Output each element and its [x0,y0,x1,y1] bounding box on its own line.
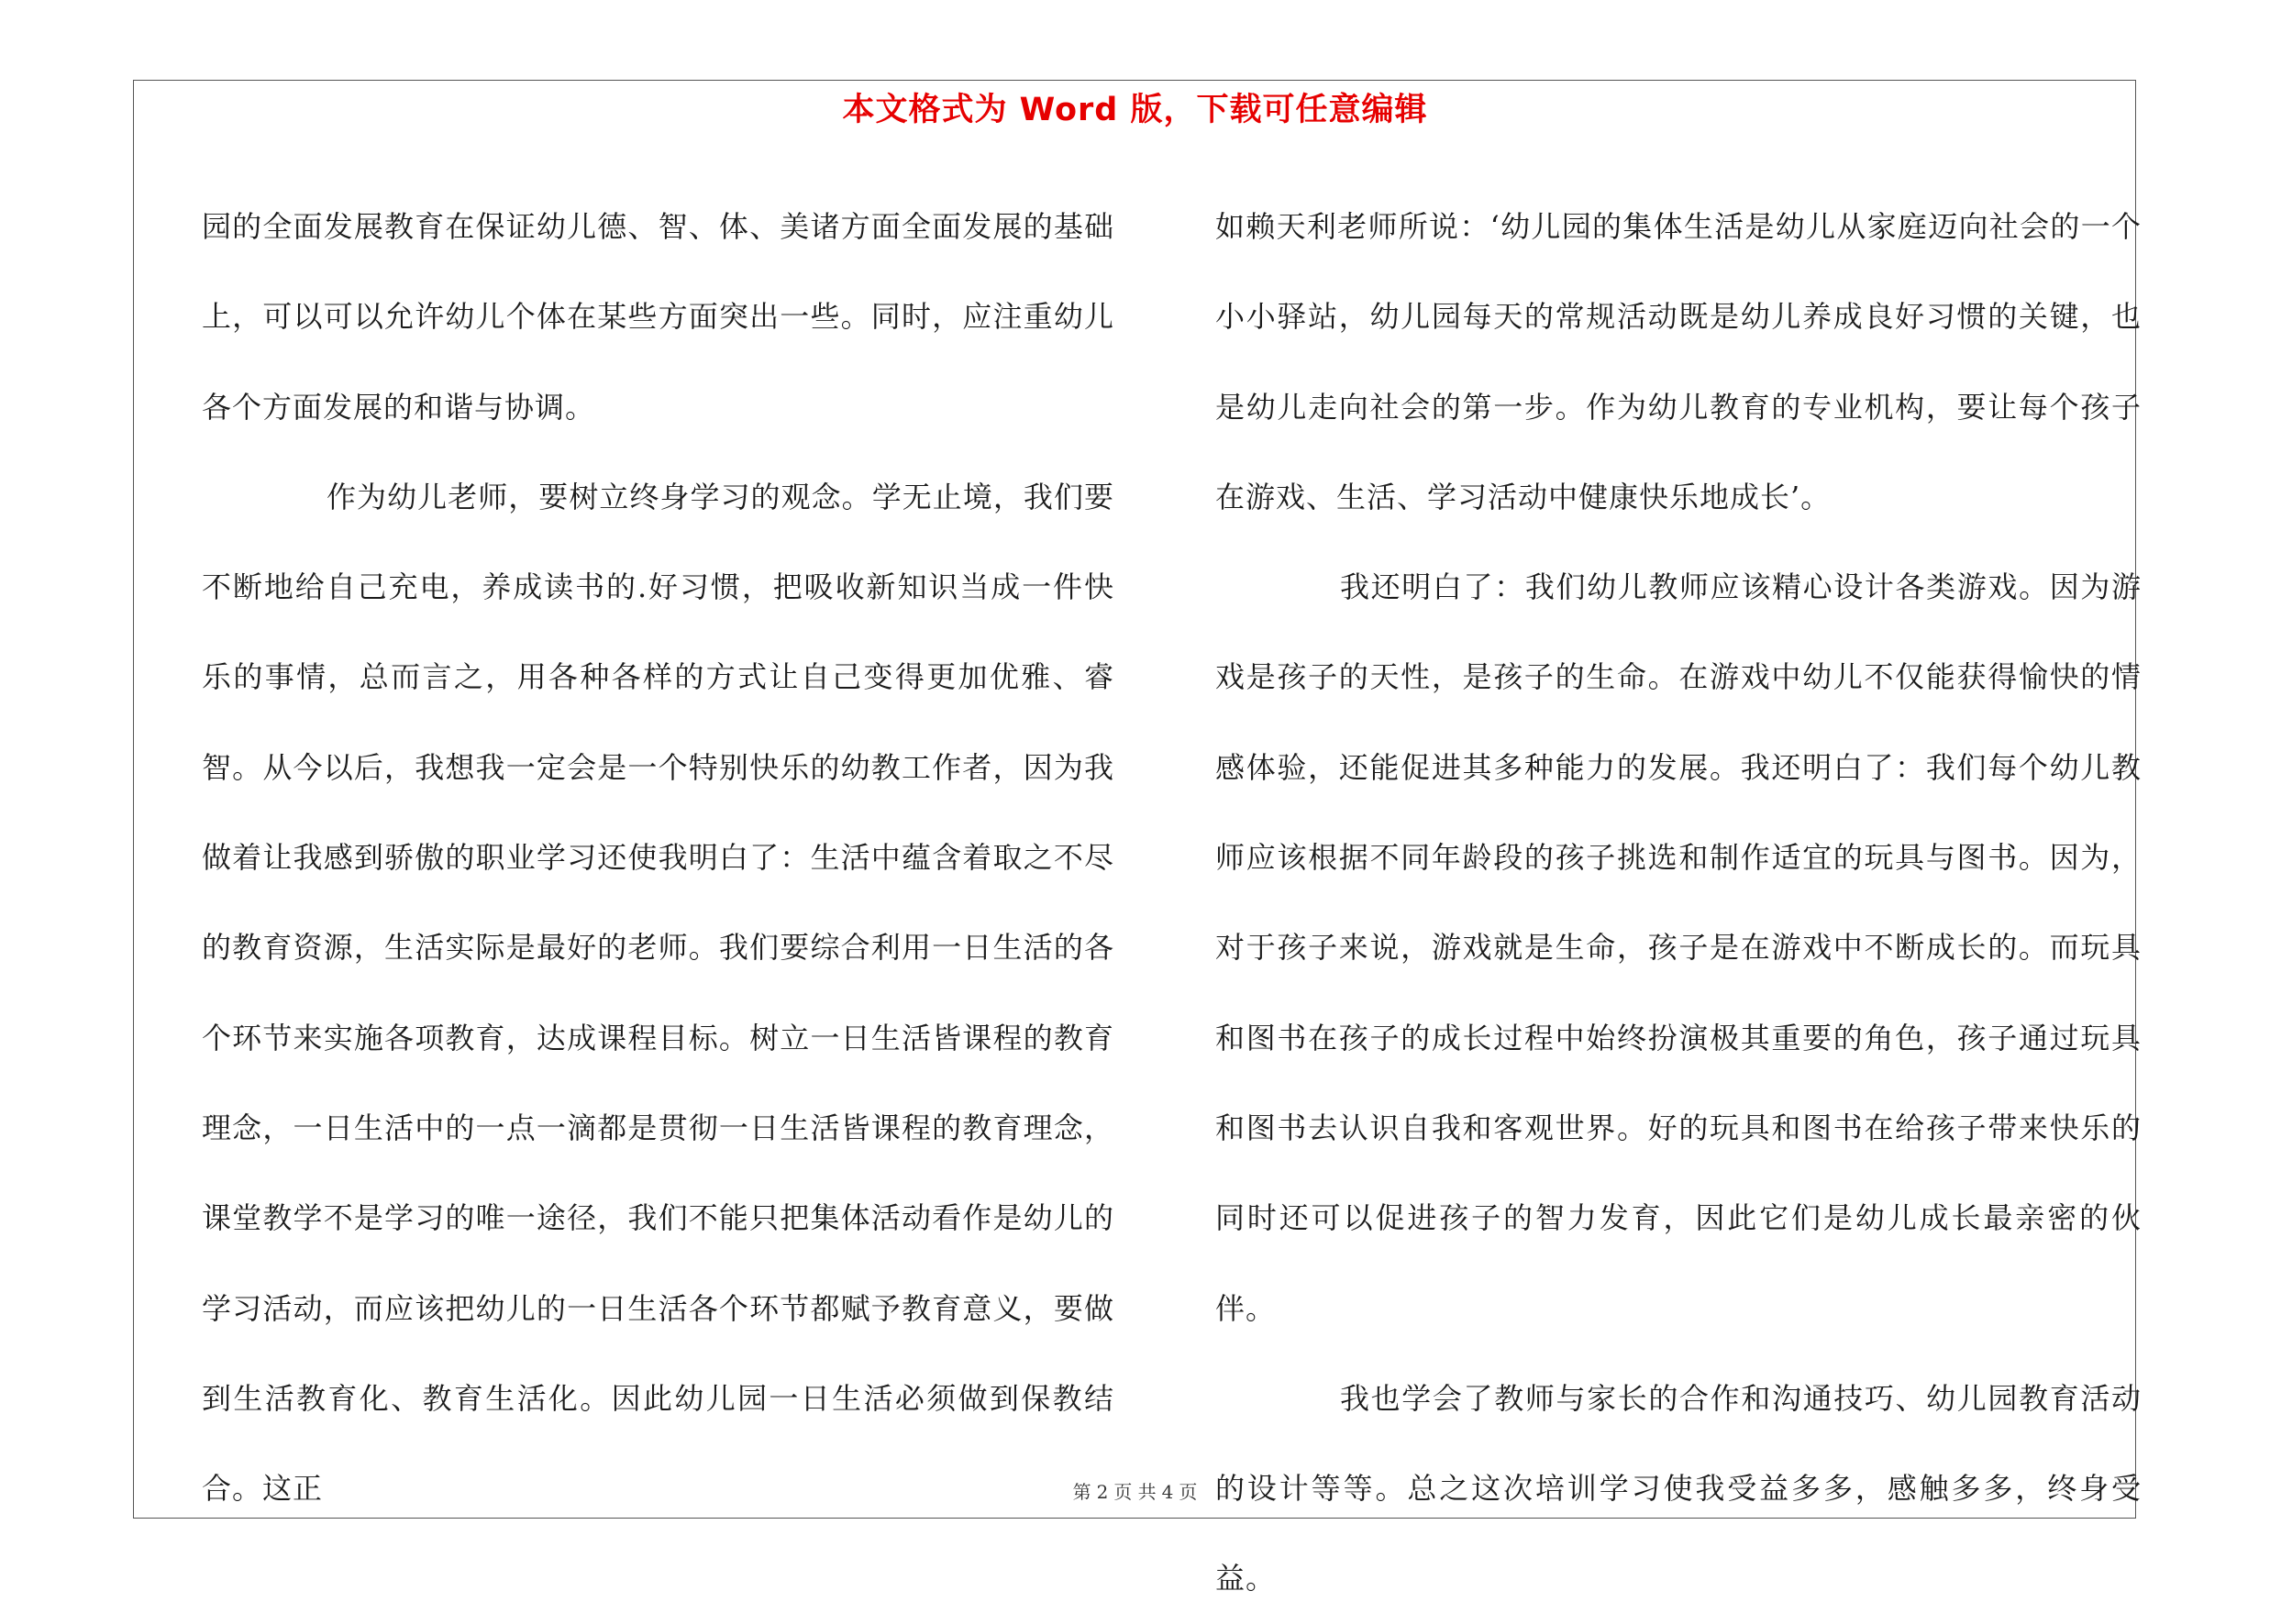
footer-total-pages: 4 [1161,1481,1174,1503]
left-paragraph-2: 作为幼儿老师，要树立终身学习的观念。学无止境，我们要不断地给自己充电，养成读书的.好习惯，把吸收新知识当成一件快乐的事情，总而言之，用各种各样的方式让自己变得更加优雅、睿智。从今以后，我想我一定会是一个特别快乐的幼教工作者，因为我做着让我感到骄傲的职业学习还使我明白了：生活中蕴含着取之不尽的教育资源，生活实际是最好的老师。我们要综合利用一日生活的各个环节来实施各项教育，达成课程目标。树立一日生活皆课程的教育理念，一日生活中的一点一滴都是贯彻一日生活皆课程的教育理念，课堂教学不是学习的唯一途径，我们不能只把集体活动看作是幼儿的学习活动，而应该把幼儿的一日生活各个环节都赋予教育意义，要做到生活教育化、教育生活化。因此幼儿园一日生活必须做到保教结合。这正 [202,479,1114,1507]
document-header-banner: 本文格式为 Word 版，下载可任意编辑 [842,92,1428,128]
footer-middle: 页 共 [1113,1481,1157,1503]
page-number-footer [0,1477,2270,1504]
right-text-column [1215,182,2142,1624]
right-paragraph-3: 我也学会了教师与家长的合作和沟通技巧、幼儿园教育活动的设计等等。总之这次培训学习使我受益多多，感触多多，终身受益。 [1215,1380,2142,1596]
footer-current-page: 2 [1096,1481,1109,1503]
right-paragraph-2: 我还明白了：我们幼儿教师应该精心设计各类游戏。因为游戏是孩子的天性，是孩子的生命。在游戏中幼儿不仅能获得愉快的情感体验，还能促进其多种能力的发展。我还明白了：我们每个幼儿教师应该根据不同年龄段的孩子挑选和制作适宜的玩具与图书。因为，对于孩子来说，游戏就是生命，孩子是在游戏中不断成长的。而玩具和图书在孩子的成长过程中始终扮演极其重要的角色，孩子通过玩具和图书去认识自我和客观世界。好的玩具和图书在给孩子带来快乐的同时还可以促进孩子的智力发育，因此它们是幼儿成长最亲密的伙伴。 [1215,569,2142,1326]
footer-prefix: 第 [1072,1481,1091,1503]
left-paragraph-1: 园的全面发展教育在保证幼儿德、智、体、美诸方面全面发展的基础上，可以可以允许幼儿个体在某些方面突出一些。同时，应注重幼儿各个方面发展的和谐与协调。 [202,209,1114,425]
footer-suffix: 页 [1179,1481,1198,1503]
right-paragraph-1: 如赖天利老师所说：‘幼儿园的集体生活是幼儿从家庭迈向社会的一个小小驿站，幼儿园每天的常规活动既是幼儿养成良好习惯的关键，也是幼儿走向社会的第一步。作为幼儿教育的专业机构，要让每个孩子在游戏、生活、学习活动中健康快乐地成长’。 [1215,209,2142,514]
left-text-column [202,182,1114,1533]
